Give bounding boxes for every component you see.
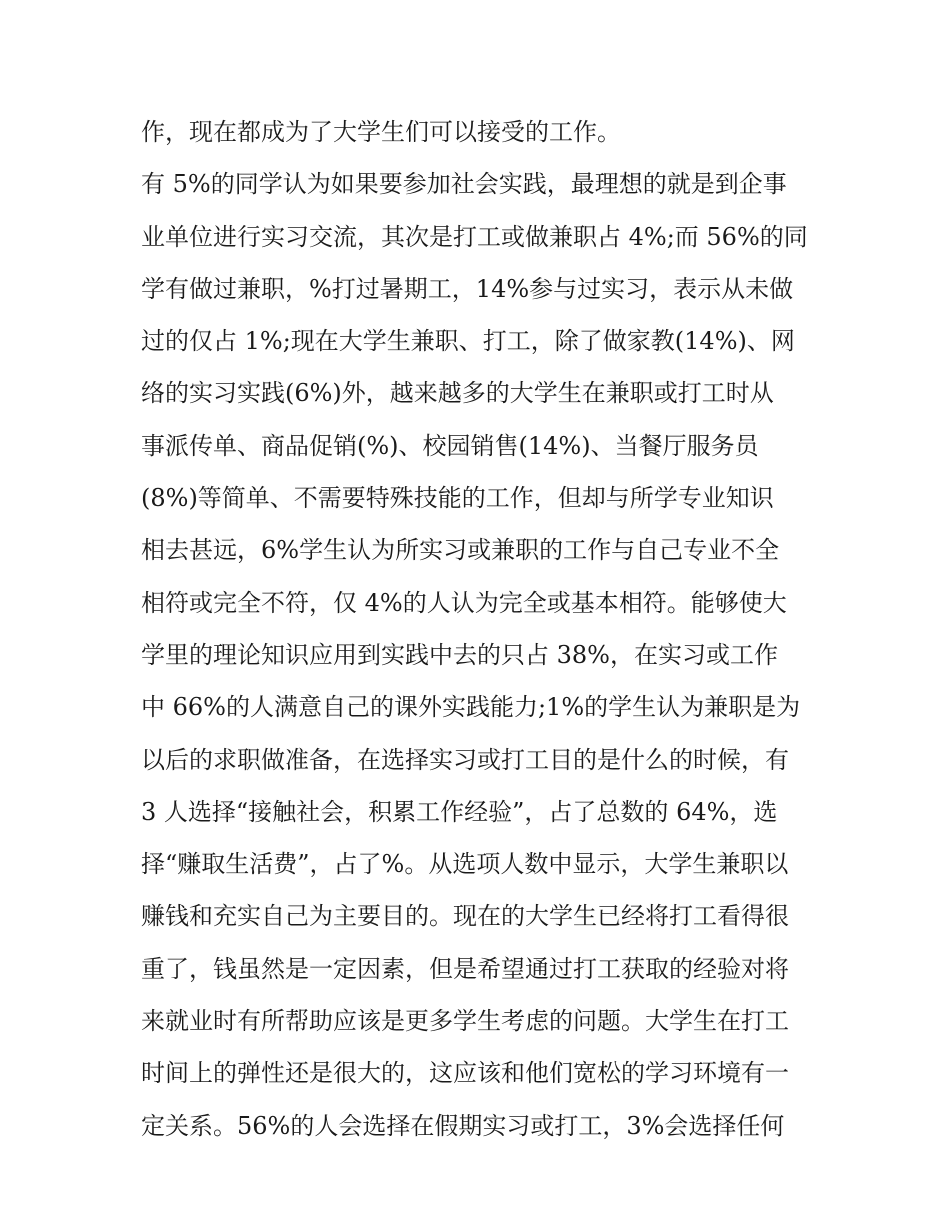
text-line: 相符或完全不符，仅 4%的人认为完全或基本相符。能够使大: [141, 588, 787, 617]
text-line: 作，现在都成为了大学生们可以接受的工作。: [141, 118, 621, 146]
text-line: 重了，钱虽然是一定因素，但是希望通过打工获取的经验对将: [141, 954, 789, 983]
text-line: 学里的理论知识应用到实践中去的只占 38%，在实习或工作: [141, 640, 778, 669]
body-paragraph: [141, 106, 831, 1152]
text-line: 择“赚取生活费”，占了%。从选项人数中显示，大学生兼职以: [141, 850, 789, 879]
text-line: 相去甚远，6%学生认为所实习或兼职的工作与自己专业不全: [141, 536, 780, 565]
text-line: 过的仅占 1%;现在大学生兼职、打工，除了做家教(14%)、网: [141, 327, 795, 356]
text-line: 定关系。56%的人会选择在假期实习或打工，3%会选择任何: [141, 1111, 785, 1140]
text-line: 络的实习实践(6%)外，越来越多的大学生在兼职或打工时从: [141, 379, 774, 408]
text-line: 来就业时有所帮助应该是更多学生考虑的问题。大学生在打工: [141, 1007, 789, 1036]
text-line: (8%)等简单、不需要特殊技能的工作，但却与所学专业知识: [141, 484, 774, 513]
text-line: 时间上的弹性还是很大的，这应该和他们宽松的学习环境有一: [141, 1059, 789, 1088]
text-line: 中 66%的人满意自己的课外实践能力;1%的学生认为兼职是为: [141, 693, 801, 722]
text-line: 事派传单、商品促销(%)、校园销售(14%)、当餐厅服务员: [141, 431, 759, 460]
text-line: 3 人选择“接触社会，积累工作经验”，占了总数的 64%，选: [141, 797, 778, 826]
text-line: 业单位进行实习交流，其次是打工或做兼职占 4%;而 56%的同: [141, 222, 808, 251]
text-line: 学有做过兼职，%打过暑期工，14%参与过实习，表示从未做: [141, 274, 794, 303]
text-line: 以后的求职做准备，在选择实习或打工目的是什么的时候，有: [141, 745, 789, 774]
text-line: 赚钱和充实自己为主要目的。现在的大学生已经将打工看得很: [141, 902, 789, 931]
text-line: 有 5%的同学认为如果要参加社会实践，最理想的就是到企事: [141, 170, 787, 199]
